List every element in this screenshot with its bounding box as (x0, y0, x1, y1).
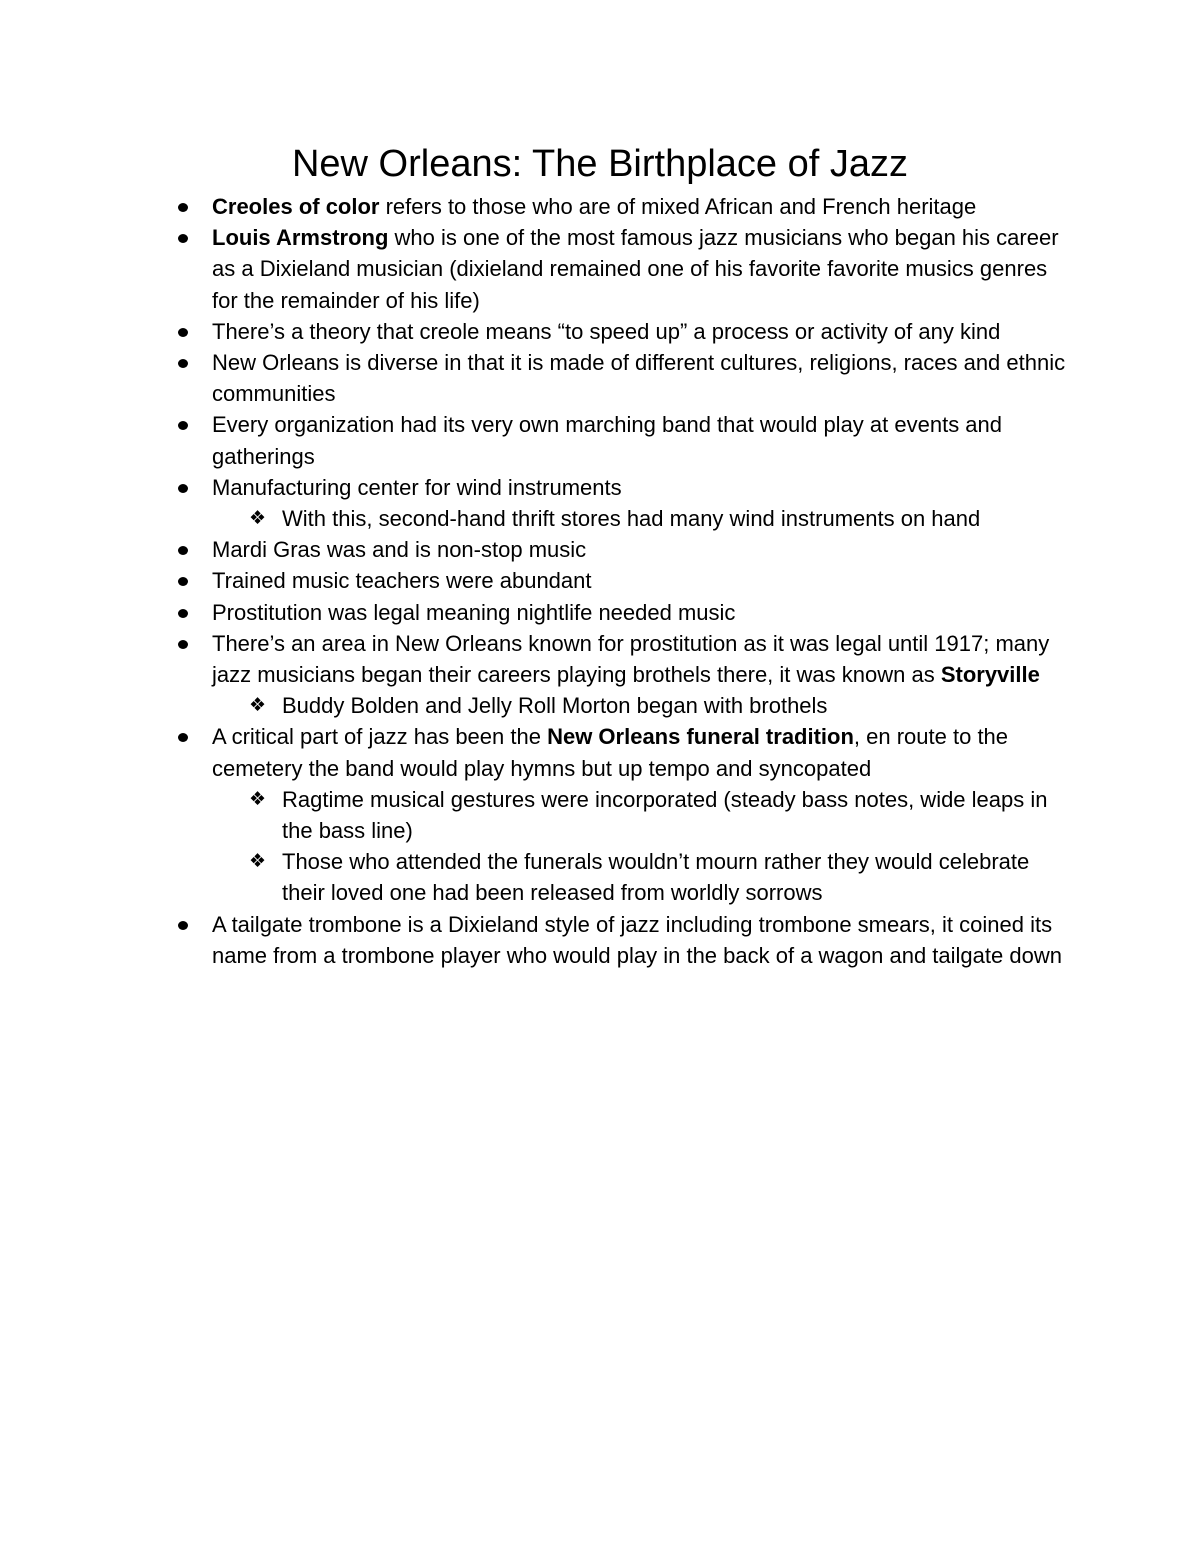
item-text: Buddy Bolden and Jelly Roll Morton began with brothels (282, 693, 828, 719)
page-title: New Orleans: The Birthplace of Jazz (291, 143, 908, 185)
sub-list-item (0, 784, 1200, 846)
list-item (0, 316, 1200, 347)
item-text: Manufacturing center for wind instruments (212, 474, 622, 500)
list-item (0, 409, 1200, 471)
bullet-dot-icon (178, 328, 188, 337)
sub-list-item (0, 846, 1200, 908)
item-text: Those who attended the funerals wouldn’t mourn rather they would celebrate their loved one had been released from worldly sorrows (282, 849, 1030, 906)
item-text-continued: , en route to the cemetery the band would play hymns but up tempo and syncopated (212, 724, 1009, 781)
bullet-dot-icon (178, 546, 188, 555)
bullet-dot-icon (178, 484, 188, 493)
bullet-dot-icon (178, 359, 188, 368)
bold-term: Storyville (940, 662, 1040, 688)
item-text: A tailgate trombone is a Dixieland style of jazz including trombone smears, it coined its name from a trombone player who would play in the back of a wagon and tailgate down (212, 911, 1062, 968)
item-text: Trained music teachers were abundant (212, 568, 592, 594)
list-item (0, 721, 1200, 783)
list-item (0, 534, 1200, 565)
list-item (0, 347, 1200, 409)
item-text: Prostitution was legal meaning nightlife needed music (212, 599, 736, 625)
list-item (0, 222, 1200, 316)
diamond-bullet-icon: ❖ (249, 694, 267, 717)
list-item (0, 909, 1200, 971)
item-text: New Orleans is diverse in that it is made of different cultures, religions, races and ethnic communities (212, 350, 1066, 407)
diamond-bullet-icon: ❖ (249, 507, 267, 530)
bullet-dot-icon (178, 203, 188, 212)
bullet-dot-icon (178, 577, 188, 586)
item-text: There’s an area in New Orleans known for prostitution as it was legal until 1917; many jazz musicians began their careers playing brothels there, it was known as (212, 630, 1050, 688)
list-item (0, 565, 1200, 596)
bullet-dot-icon (178, 234, 188, 243)
diamond-bullet-icon: ❖ (249, 787, 267, 810)
item-text: Every organization had its very own marching band that would play at events and gatherings (212, 412, 1003, 469)
bullet-dot-icon (178, 640, 188, 649)
bold-term: Louis Armstrong (212, 225, 389, 251)
bullet-dot-icon (178, 609, 188, 618)
list-item (0, 628, 1200, 690)
item-text: A critical part of jazz has been the (212, 724, 548, 750)
item-text: Ragtime musical gestures were incorporated (steady bass notes, wide leaps in the bass line) (282, 786, 1048, 844)
list-item (0, 191, 1200, 222)
sub-list-item (0, 503, 1200, 534)
bullet-dot-icon (178, 921, 188, 930)
bullet-list (0, 191, 1200, 971)
bold-term: Creoles of color (212, 194, 380, 219)
sub-list-item (0, 690, 1200, 721)
bold-term: New Orleans funeral tradition (547, 724, 854, 750)
list-item (0, 597, 1200, 628)
bullet-dot-icon (178, 421, 188, 430)
item-text: refers to those who are of mixed African and French heritage (379, 194, 977, 219)
list-item (0, 472, 1200, 503)
bullet-dot-icon (178, 733, 188, 742)
item-text: Mardi Gras was and is non-stop music (212, 537, 587, 563)
item-text: There’s a theory that creole means “to speed up” a process or activity of any kind (212, 318, 1001, 344)
item-text: who is one of the most famous jazz musicians who began his career as a Dixieland musician (dixieland remained one of his favorite favorite musics genres for the remainder of his life) (212, 225, 1059, 313)
item-text: With this, second-hand thrift stores had many wind instruments on hand (282, 506, 981, 532)
diamond-bullet-icon: ❖ (249, 850, 267, 873)
